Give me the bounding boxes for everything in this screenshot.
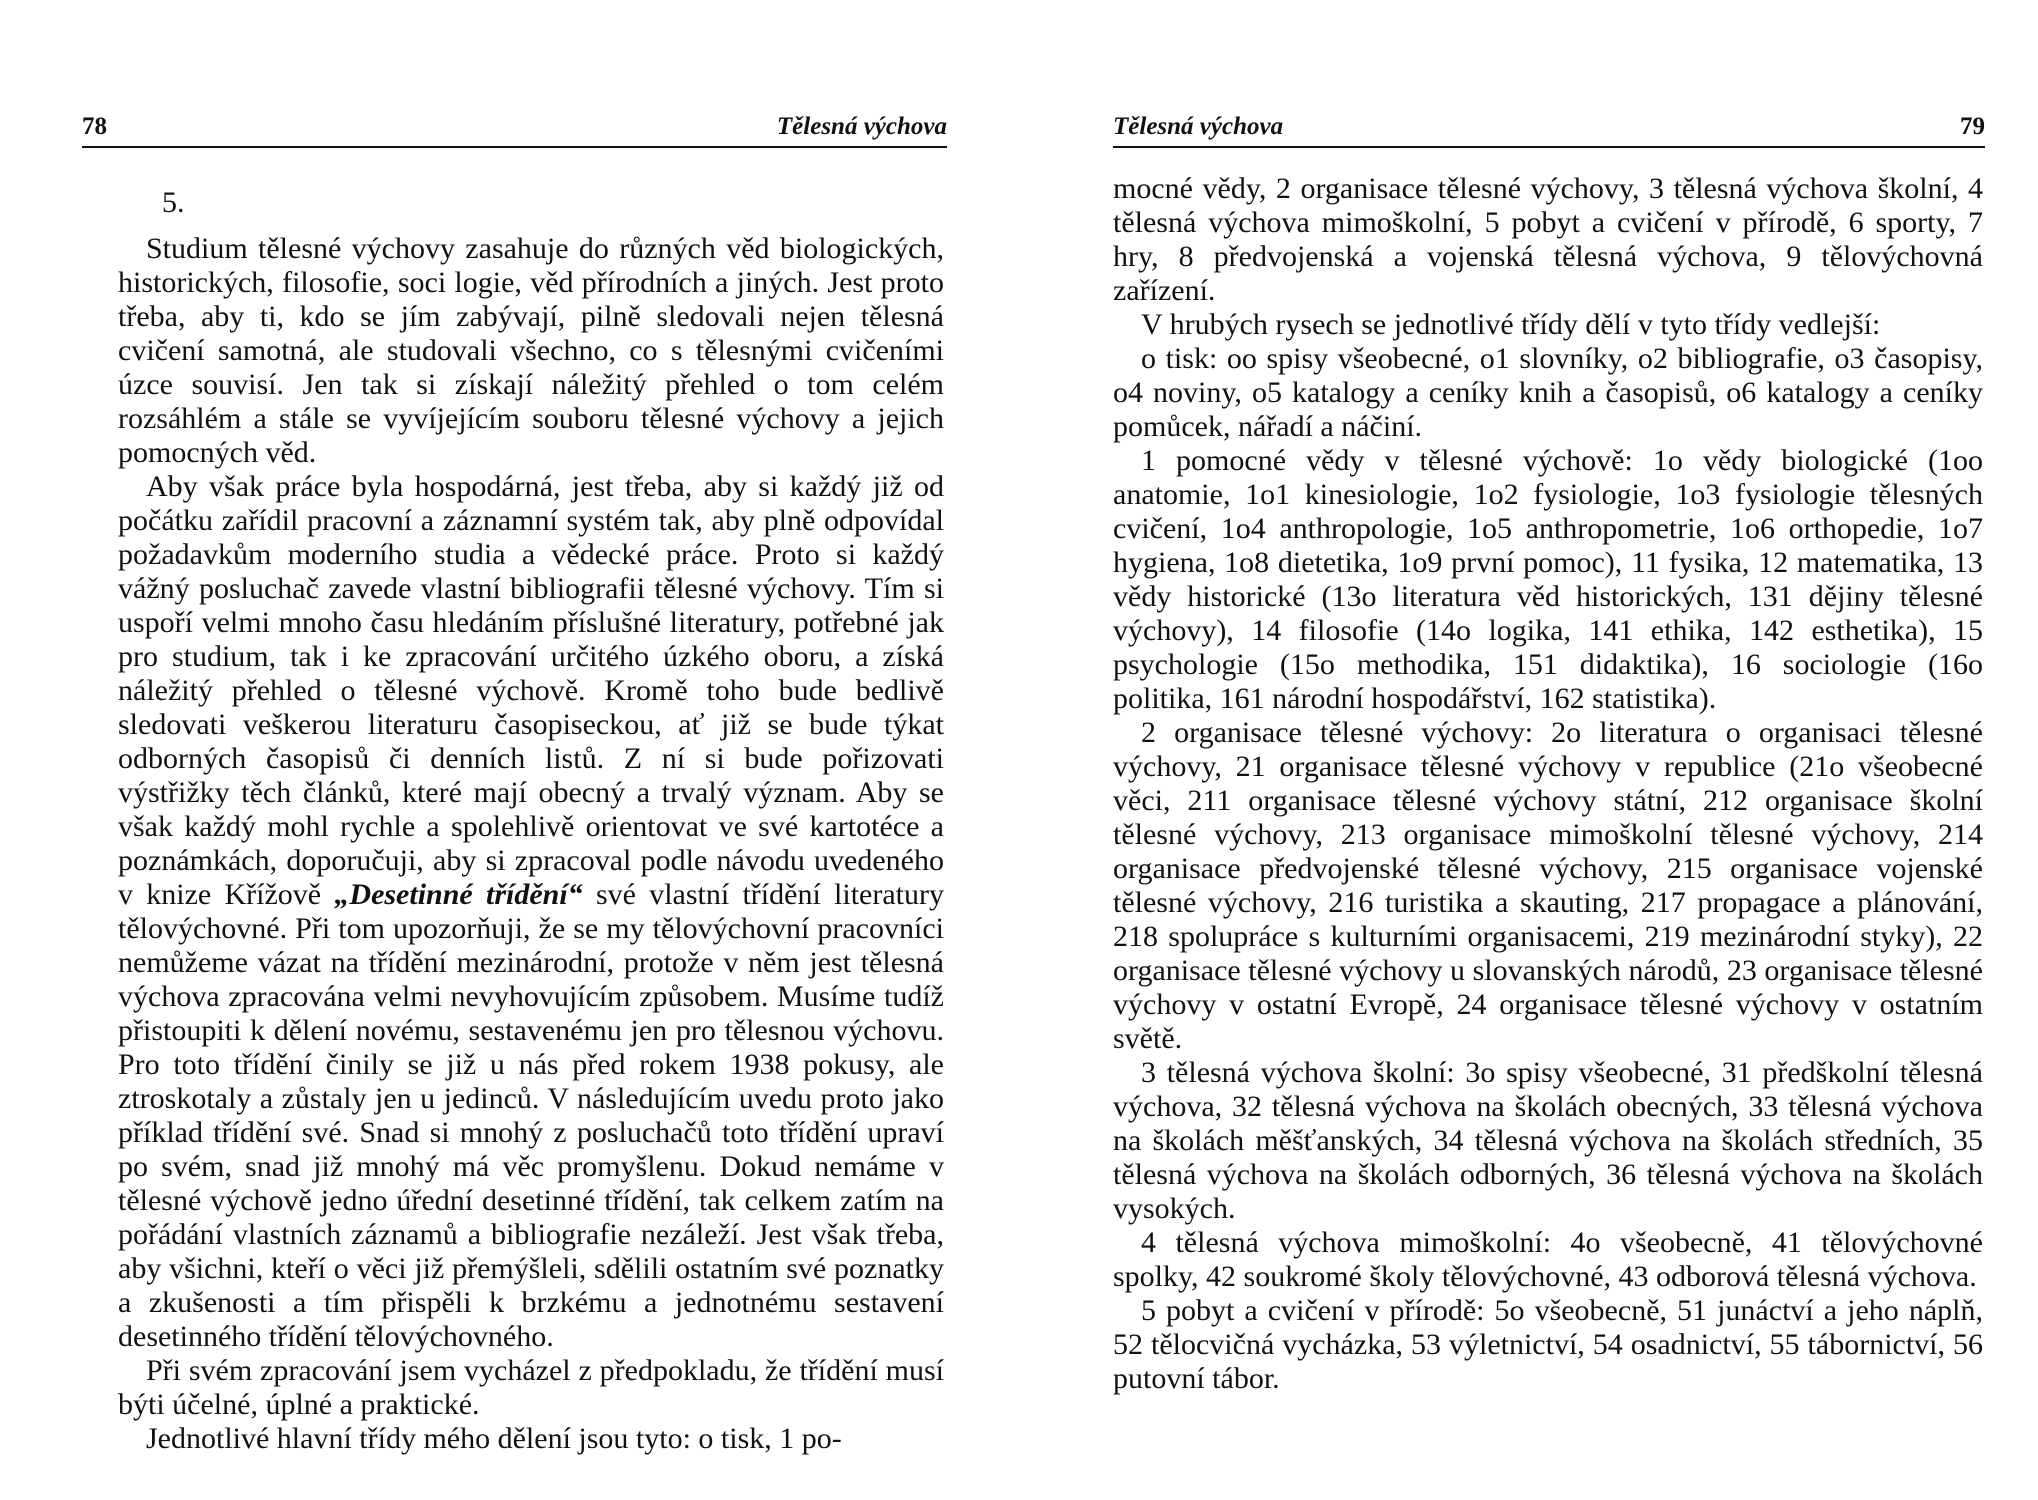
left-paragraph-3: Při svém zpracování jsem vycházel z předpokladu, že třídění musí býti účelné, úplné a praktické. xyxy=(118,1354,944,1421)
left-page-header xyxy=(82,108,947,148)
book-title: „Desetinné třídění“ xyxy=(334,878,583,911)
left-paragraph-2-end: své vlastní třídění literatury tělovýchovné. Při tom upozorňuji, že se my tělovýchovní pracovníci nemůžeme vázat na třídění mezinárodní, protože v něm jest tělesná výchova zpracována velmi nevyhovujícím způsobem. Musíme tudíž přistoupiti k dělení novému, sestavenému jen pro tělesnou výchovu. Pro toto třídění činily se již u nás před rokem 1938 pokusy, ale ztroskotaly a zůstaly jen u jedinců. V následujícím uvedu proto jako příklad třídění své. Snad si mnohý z posluchačů toto třídění upraví po svém, snad již mnohý má věc promyšlenu. Dokud nemáme v tělesné výchově jedno úřední desetinné třídění, tak celkem zatím na pořádání vlastních záznamů a bibliografie nezáleží. Jest však třeba, aby všichni, kteří o věci již přemýšleli, sdělili ostatním své poznatky a zkušenosti a tím přispěli k brzkému a jednotnému sestavení desetinného třídění tělovýchovného. xyxy=(118,878,945,1353)
left-paragraph-4: Jednotlivé hlavní třídy mého dělení jsou tyto: o tisk, 1 po- xyxy=(146,1422,842,1455)
class-5-priroda: 5 pobyt a cvičení v přírodě: 5o všeobecně, 51 junáctví a jeho náplň, 52 tělocvičná vycházka, 53 výletnictví, 54 osadnictví, 55 tábornictví, 56 putovní tábor. xyxy=(1113,1294,1983,1395)
right-paragraph-2: V hrubých rysech se jednotlivé třídy dělí v tyto třídy vedlejší: xyxy=(1141,308,1881,341)
section-number: 5. xyxy=(162,186,185,219)
class-4-mimoskolni: 4 tělesná výchova mimoškolní: 4o všeobecně, 41 tělovýchovné spolky, 42 soukromé školy tělovýchovné, 43 odborová tělesná výchova. xyxy=(1113,1226,1983,1293)
left-page-body xyxy=(118,232,944,1456)
right-page xyxy=(1019,0,2038,1500)
class-3-skolni: 3 tělesná výchova školní: 3o spisy všeobecné, 31 předškolní tělesná výchova, 32 tělesná výchova na školách obecných, 33 tělesná výchova na školách měšťanských, 34 tělesná výchova na školách středních, 35 tělesná výchova na školách odborných, 36 tělesná výchova na školách vysokých. xyxy=(1113,1056,1983,1225)
class-1-pomocne-vedy: 1 pomocné vědy v tělesné výchově: 1o vědy biologické (1oo anatomie, 1o1 kinesiologie, 1o2 fysiologie, 1o3 fysiologie tělesných cvičení, 1o4 anthropologie, 1o5 anthropometrie, 1o6 orthopedie, 1o7 hygiena, 1o8 dietetika, 1o9 první pomoc), 11 fysika, 12 matematika, 13 vědy historické (13o literatura věd historických, 131 dějiny tělesné výchovy), 14 filosofie (14o logika, 141 ethika, 142 esthetika), 15 psychologie (15o methodika, 151 didaktika), 16 sociologie (16o politika, 161 národní hospodářství, 162 statistika). xyxy=(1113,444,1983,715)
right-page-number: 79 xyxy=(1960,113,1985,140)
right-page-header xyxy=(1113,108,1985,148)
left-paragraph-2-start: Aby však práce byla hospodárná, jest třeba, aby si každý již od počátku zařídil pracovní a záznamní systém tak, aby plně odpovídal požadavkům moderního studia a vědecké práce. Proto si každý vážný posluchač zavede vlastní bibliografii tělesné výchovy. Tím si uspoří velmi mnoho času hledáním příslušné literatury, potřebné jak pro studium, tak i ke zpracování určitého úzkého oboru, a získá náležitý přehled o tělesné výchově. Kromě toho bude bedlivě sledovati veškerou literaturu časopiseckou, ať již se bude týkat odborných časopisů či denních listů. Z ní si bude pořizovati výstřižky těch článků, které mají obecný a trvalý význam. Aby se však každý mohl rychle a spolehlivě orientovat ve své kartotéce a poznámkách, doporučuji, aby si zpracoval podle návodu uvedeného v knize Křížově xyxy=(118,470,944,911)
class-0-tisk: o tisk: oo spisy všeobecné, o1 slovníky, o2 bibliografie, o3 časopisy, o4 noviny, o5 katalogy a ceníky knih a časopisů, o6 katalogy a ceníky pomůcek, nářadí a náčiní. xyxy=(1113,342,1983,443)
right-page-body xyxy=(1113,172,1983,1396)
right-running-title: Tělesná výchova xyxy=(1113,113,1284,140)
left-page-number: 78 xyxy=(82,113,107,140)
left-running-title: Tělesná výchova xyxy=(776,113,947,140)
class-2-organisace: 2 organisace tělesné výchovy: 2o literatura o organisaci tělesné výchovy, 21 organisace tělesné výchovy v republice (21o všeobecné věci, 211 organisace tělesné výchovy státní, 212 organisace školní tělesné výchovy, 213 organisace mimoškolní tělesné výchovy, 214 organisace předvojenské tělesné výchovy, 215 organisace vojenské tělesné výchovy, 216 turistika a skauting, 217 propagace a plánování, 218 spolupráce s kulturními organisacemi, 219 mezinárodní styky), 22 organisace tělesné výchovy u slovanských národů, 23 organisace tělesné výchovy v ostatní Evropě, 24 organisace tělesné výchovy v ostatním světě. xyxy=(1113,716,1983,1055)
left-paragraph-1: Studium tělesné výchovy zasahuje do různých věd biologických, historických, filosofie, soci logie, věd přírodních a jiných. Jest proto třeba, aby ti, kdo se jím zabývají, pilně sledovali nejen tělesná cvičení samotná, ale studovali všechno, co s tělesnými cvičeními úzce souvisí. Jen tak si získají náležitý přehled o tom celém rozsáhlém a stále se vyvíjejícím souboru tělesné výchovy a jejich pomocných věd. xyxy=(118,232,944,469)
right-paragraph-continuation: mocné vědy, 2 organisace tělesné výchovy, 3 tělesná výchova školní, 4 tělesná výchova mimoškolní, 5 pobyt a cvičení v přírodě, 6 sporty, 7 hry, 8 předvojenská a vojenská tělesná výchova, 9 tělovýchovná zařízení. xyxy=(1113,172,1983,307)
left-paragraph-2 xyxy=(118,470,944,1354)
